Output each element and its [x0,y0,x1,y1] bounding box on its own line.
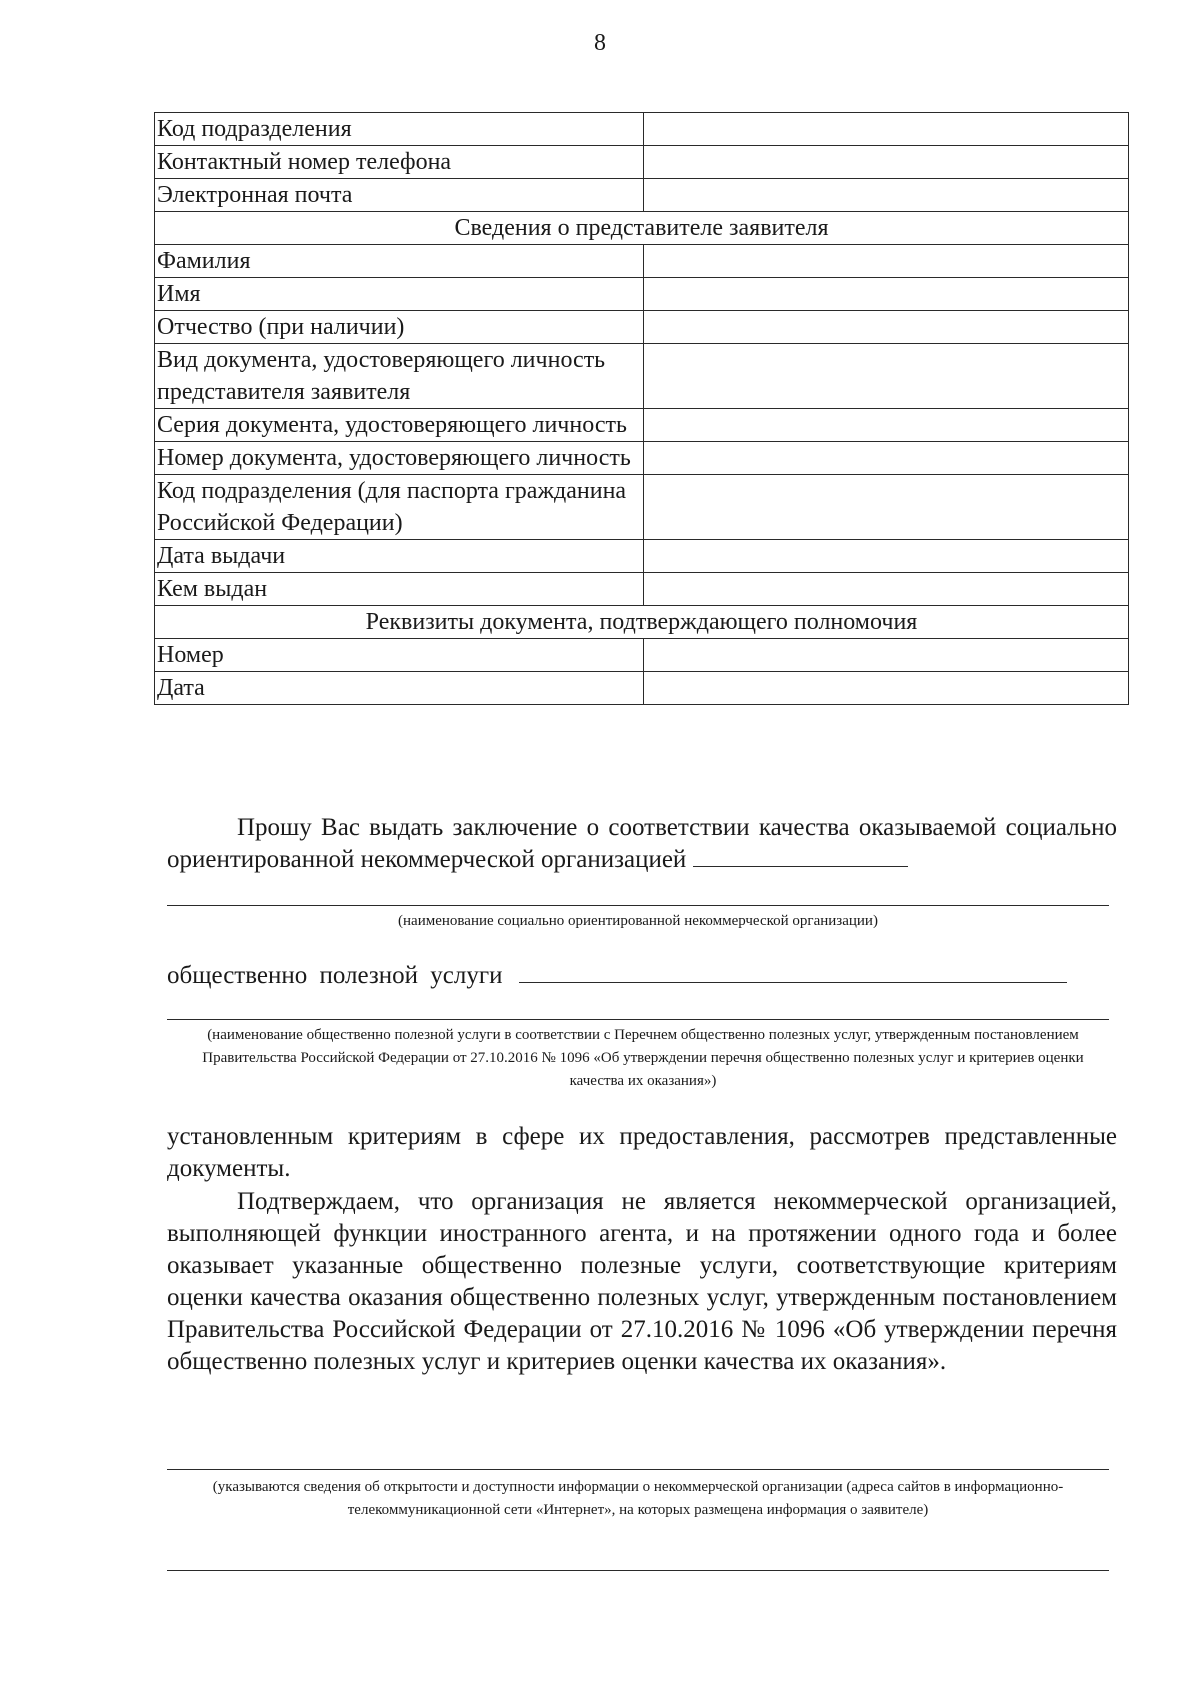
table-row [155,179,1129,212]
row-label: Кем выдан [155,573,644,606]
confirm-paragraph: Подтверждаем, что организация не является некоммерческой организацией, выполняющей функции иностранного агента, и на протяжении одного года и более оказывает указанные общественно полезные услуги, соответствующие критериям оценки качества оказания общественно полезных услуг, утвержденным постановлением Правительства Российской Федерации от 27.10.2016 № 1096 «Об утверждении перечня общественно полезных услуг и критериев оценки качества их оказания». [167,1188,1117,1375]
row-value [644,113,1129,146]
row-value [644,146,1129,179]
row-label: Дата выдачи [155,540,644,573]
row-value [644,442,1129,475]
table-row [155,113,1129,146]
table-row [155,278,1129,311]
service-name-caption: (наименование общественно полезной услуги в соответствии с Перечнем общественно полезных услуг, утвержденным постановлением Правительства Российской Федерации от 27.10.2016 № 1096 «Об утверждении перечня общественно полезных услуг и критериев оценки качества их оказания») [202,1027,1084,1089]
table-row [155,639,1129,672]
table-row [155,672,1129,705]
table-row [155,442,1129,475]
row-value [644,475,1129,540]
request-text: Прошу Вас выдать заключение о соответствии качества оказываемой социально ориентированной некоммерческой организацией [167,814,1117,873]
row-value [644,245,1129,278]
applicant-form-table [154,112,1129,705]
table-row [155,409,1129,442]
section-title-representative: Сведения о представителе заявителя [155,212,1129,245]
row-label: Вид документа, удостоверяющего личность представителя заявителя [155,344,644,409]
row-value [644,311,1129,344]
row-label: Отчество (при наличии) [155,311,644,344]
criteria-paragraph: установленным критериям в сфере их предоставления, рассмотрев представленные документы. [167,1123,1117,1182]
row-value [644,278,1129,311]
service-name-blank [519,982,1067,983]
info-line [167,1469,1109,1470]
row-label: Имя [155,278,644,311]
row-label: Номер документа, удостоверяющего личность [155,442,644,475]
section-row [155,212,1129,245]
row-value [644,639,1129,672]
table-row [155,475,1129,540]
table-row [155,540,1129,573]
row-value [644,409,1129,442]
service-name-line [167,1019,1109,1020]
table-row [155,344,1129,409]
table-row [155,146,1129,179]
section-title-authority: Реквизиты документа, подтверждающего полномочия [155,606,1129,639]
section-row [155,606,1129,639]
request-paragraph [167,812,1117,876]
service-label: общественно полезной услуги [167,962,503,989]
row-value [644,344,1129,409]
table-row [155,311,1129,344]
row-label: Код подразделения (для паспорта гражданина Российской Федерации) [155,475,644,540]
row-value [644,540,1129,573]
row-label: Фамилия [155,245,644,278]
org-name-blank [693,866,908,867]
org-name-caption: (наименование социально ориентированной некоммерческой организации) [398,913,878,929]
row-value [644,573,1129,606]
page-number: 8 [594,30,606,56]
row-label: Серия документа, удостоверяющего личность [155,409,644,442]
row-value [644,179,1129,212]
service-line [167,960,1117,992]
table-row [155,245,1129,278]
row-label: Электронная почта [155,179,644,212]
row-value [644,672,1129,705]
table-row [155,573,1129,606]
info-caption: (указываются сведения об открытости и доступности информации о некоммерческой организации (адреса сайтов в информационно-телекоммуникационной сети «Интернет», на которых размещена информация о заявителе) [212,1479,1064,1518]
row-label: Контактный номер телефона [155,146,644,179]
signature-line [167,1570,1109,1571]
org-name-line [167,905,1109,906]
row-label: Код подразделения [155,113,644,146]
row-label: Номер [155,639,644,672]
row-label: Дата [155,672,644,705]
